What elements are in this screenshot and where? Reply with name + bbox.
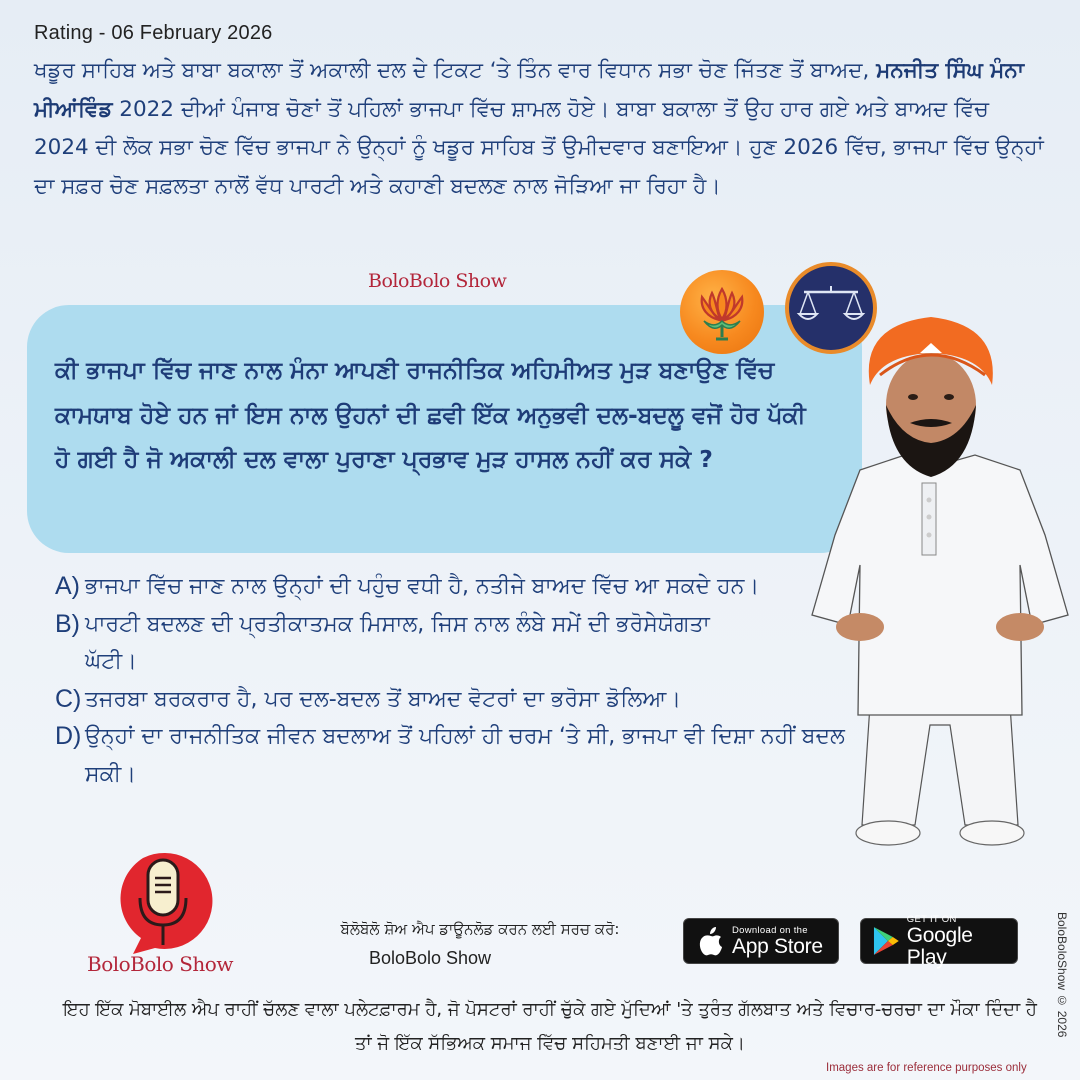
- app-search-prompt: ਬੋਲੋਬੋਲੋ ਸ਼ੋਅ ਐਪ ਡਾਊਨਲੋਡ ਕਰਨ ਲਈ ਸਰਚ ਕਰੋ:: [340, 920, 620, 938]
- option-d[interactable]: [55, 718, 855, 793]
- app-search-name: BoloBolo Show: [368, 948, 492, 968]
- rating-date: Rating - 06 February 2026: [34, 22, 273, 44]
- politician-illustration: [800, 305, 1080, 860]
- app-store-button[interactable]: [683, 918, 839, 964]
- platform-description: ਇਹ ਇੱਕ ਮੋਬਾਈਲ ਐਪ ਰਾਹੀਂ ਚੱਲਣ ਵਾਲਾ ਪਲੇਟਫ਼ਾਰਮ ਹੈ, ਜੋ ਪੋਸਟਰਾਂ ਰਾਹੀਂ ਚੁੱਕੇ ਗਏ ਮੁੱਦਿਆਂ 'ਤੇ ਤੁਰੰਤ ਗੱਲਬਾਤ ਅਤੇ ਵਿਚਾਰ-ਚਰਚਾ ਦਾ ਮੌਕਾ ਦਿੰਦਾ ਹੈ ਤਾਂ ਜੋ ਇੱਕ ਸੱਭਿਅਕ ਸਮਾਜ ਵਿੱਚ ਸਹਿਮਤੀ ਬਣਾਈ ਜਾ ਸਕੇ।: [63, 999, 1037, 1054]
- brand-watermark: BoloBolo Show: [368, 270, 507, 292]
- google-play-label: Google Play: [906, 923, 973, 969]
- footer-brand-name: BoloBolo Show: [87, 952, 233, 976]
- image-disclaimer: Images are for reference purposes only: [826, 1062, 1027, 1074]
- option-c[interactable]: [55, 681, 855, 719]
- intro-paragraph: [34, 52, 1044, 206]
- option-letter: C): [55, 684, 82, 713]
- answer-options: [55, 568, 855, 793]
- app-store-small-label: Download on the: [732, 924, 808, 936]
- google-play-small-label: GET IT ON: [906, 913, 957, 925]
- option-text: ਉਨ੍ਹਾਂ ਦਾ ਰਾਜਨੀਤਿਕ ਜੀਵਨ ਬਦਲਾਅ ਤੋਂ ਪਹਿਲਾਂ ਹੀ ਚਰਮ ‘ਤੇ ਸੀ, ਭਾਜਪਾ ਵੀ ਦਿਸ਼ਾ ਨਹੀਂ ਬਦਲ ਸਕੀ।: [85, 724, 845, 787]
- option-text: ਤਜਰਬਾ ਬਰਕਰਾਰ ਹੈ, ਪਰ ਦਲ-ਬਦਲ ਤੋਂ ਬਾਅਦ ਵੋਟਰਾਂ ਦਾ ਭਰੋਸਾ ਡੋਲਿਆ।: [85, 686, 682, 712]
- option-a[interactable]: [55, 568, 855, 606]
- option-letter: B): [55, 609, 80, 638]
- option-letter: D): [55, 722, 82, 750]
- question-text: ਕੀ ਭਾਜਪਾ ਵਿੱਚ ਜਾਣ ਨਾਲ ਮੰਨਾ ਆਪਣੀ ਰਾਜਨੀਤਿਕ ਅਹਿਮੀਅਤ ਮੁੜ ਬਣਾਉਣ ਵਿੱਚ ਕਾਮਯਾਬ ਹੋਏ ਹਨ ਜਾਂ ਇਸ ਨਾਲ ਉਹਨਾਂ ਦੀ ਛਵੀ ਇੱਕ ਅਨੁਭਵੀ ਦਲ-ਬਦਲੂ ਵਜੋਂ ਹੋਰ ਪੱਕੀ ਹੋ ਗਈ ਹੈ ਜੋ ਅਕਾਲੀ ਦਲ ਵਾਲਾ ਪੁਰਾਣਾ ਪ੍ਰਭਾਵ ਮੁੜ ਹਾਸਲ ਨਹੀਂ ਕਰ ਸਕੇ ?: [55, 356, 806, 473]
- option-text: ਭਾਜਪਾ ਵਿੱਚ ਜਾਣ ਨਾਲ ਉਨ੍ਹਾਂ ਦੀ ਪਹੁੰਚ ਵਧੀ ਹੈ, ਨਤੀਜੇ ਬਾਅਦ ਵਿੱਚ ਆ ਸਕਦੇ ਹਨ।: [85, 574, 760, 599]
- politician-name: ਮਨਜੀਤ ਸਿੰਘ ਮੰਨਾ ਮੀਆਂਵਿੰਡ: [34, 58, 1025, 122]
- google-play-icon: [871, 925, 901, 957]
- option-text: ਪਾਰਟੀ ਬਦਲਣ ਦੀ ਪ੍ਰਤੀਕਾਤਮਕ ਮਿਸਾਲ, ਜਿਸ ਨਾਲ ਲੰਬੇ ਸਮੇਂ ਦੀ ਭਰੋਸੇਯੋਗਤਾ ਘੱਟੀ।: [85, 611, 710, 674]
- intro-text-1: ਖਡੂਰ ਸਾਹਿਬ ਅਤੇ ਬਾਬਾ ਬਕਾਲਾ ਤੋਂ ਅਕਾਲੀ ਦਲ ਦੇ ਟਿਕਟ ‘ਤੇ ਤਿੰਨ ਵਾਰ ਵਿਧਾਨ ਸਭਾ ਚੋਣ ਜਿੱਤਣ ਤੋਂ ਬਾਅਦ,: [34, 58, 877, 83]
- copyright-notice: BoloBoloShow © 2026: [1055, 912, 1069, 1038]
- app-store-label: App Store: [732, 934, 823, 958]
- intro-text-2: 2022 ਦੀਆਂ ਪੰਜਾਬ ਚੋਣਾਂ ਤੋਂ ਪਹਿਲਾਂ ਭਾਜਪਾ ਵਿੱਚ ਸ਼ਾਮਲ ਹੋਏ। ਬਾਬਾ ਬਕਾਲਾ ਤੋਂ ਉਹ ਹਾਰ ਗਏ ਅਤੇ ਬਾਅਦ ਵਿੱਚ 2024 ਦੀ ਲੋਕ ਸਭਾ ਚੋਣ ਵਿੱਚ ਭਾਜਪਾ ਨੇ ਉਨ੍ਹਾਂ ਨੂੰ ਖਡੂਰ ਸਾਹਿਬ ਤੋਂ ਉਮੀਦਵਾਰ ਬਣਾਇਆ। ਹੁਣ 2026 ਵਿੱਚ, ਭਾਜਪਾ ਵਿੱਚ ਉਨ੍ਹਾਂ ਦਾ ਸਫ਼ਰ ਚੋਣ ਸਫ਼ਲਤਾ ਨਾਲੋਂ ਵੱਧ ਪਾਰਟੀ ਅਤੇ ਕਹਾਣੀ ਬਦਲਣ ਨਾਲ ਜੋੜਿਆ ਜਾ ਰਿਹਾ ਹੈ।: [34, 96, 1044, 199]
- apple-icon: [696, 925, 726, 957]
- option-b[interactable]: [55, 606, 855, 681]
- option-letter: A): [55, 572, 80, 600]
- google-play-button[interactable]: [860, 913, 1018, 969]
- bjp-lotus-icon: [680, 270, 764, 354]
